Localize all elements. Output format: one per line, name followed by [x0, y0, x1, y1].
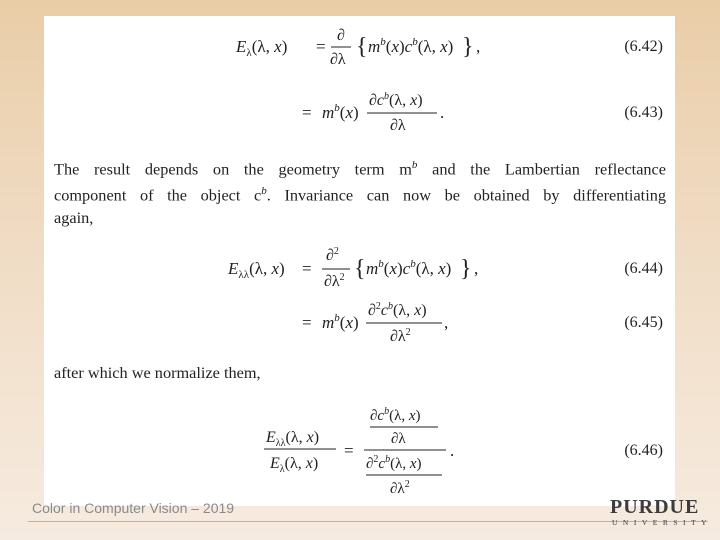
paragraph-result-depends — [54, 154, 666, 229]
paragraph-line — [54, 154, 666, 180]
equation-number: (6.45) — [624, 314, 663, 331]
equation-6-42 — [44, 16, 675, 76]
paragraph-line — [54, 180, 666, 206]
equation-6-43-formula — [44, 82, 675, 142]
svg-text:=: = — [302, 259, 312, 278]
svg-text:}: } — [462, 34, 474, 60]
svg-text:.: . — [440, 103, 445, 122]
svg-text:∂λ: ∂λ — [390, 117, 406, 134]
equation-6-46 — [44, 400, 675, 500]
equation-number: (6.44) — [624, 260, 663, 277]
svg-text:Eλ(λ, x): $E_\lambda(\lambda$, x) — [236, 37, 288, 59]
svg-text:mb(x)cb(λ, x): $m^b(x)c^b(\lambda$, x) — [368, 36, 454, 56]
svg-text:,: , — [474, 259, 479, 278]
paragraph-line: again, — [54, 207, 94, 227]
equation-6-44-formula — [44, 238, 675, 298]
text-run: The result depends on the geometry term m — [54, 159, 412, 179]
equation-6-42-formula — [44, 16, 675, 76]
svg-text:{: { — [356, 34, 368, 60]
superscript: b — [261, 185, 267, 198]
logo-subtitle: UNIVERSITY — [612, 518, 712, 527]
equation-number: (6.46) — [624, 442, 663, 459]
logo-wordmark: PURDUE — [610, 496, 700, 518]
svg-text:mb(x): $m^b(x)$ — [322, 312, 359, 332]
svg-text:∂2: ∂$^2$ — [326, 246, 339, 264]
paragraph-normalize — [54, 362, 666, 384]
svg-text:Eλλ(λ, x): $E_{\lambda\lambda}(\lambda$, x) — [228, 259, 285, 281]
svg-text:Eλλ(λ, x): $E_{\lambda\lambda}(\lambda$, x) — [266, 429, 320, 449]
svg-text:∂λ2: $\partial\lambda^2$ — [390, 479, 410, 497]
svg-text:Eλ(λ, x): $E_\lambda(\lambda$, x) — [270, 455, 319, 475]
svg-text:,: , — [476, 37, 481, 56]
svg-text:∂: ∂ — [337, 27, 345, 44]
equation-6-45-formula — [44, 292, 675, 352]
textbook-page — [44, 16, 675, 506]
equation-number: (6.42) — [624, 38, 663, 55]
purdue-logo — [610, 496, 712, 532]
svg-text:}: } — [460, 256, 472, 282]
superscript: b — [411, 159, 418, 171]
equation-number: (6.43) — [624, 104, 663, 121]
svg-text:{: { — [354, 256, 366, 282]
equation-6-45 — [44, 292, 675, 352]
svg-text:∂2cb(λ, x): $\partial^2c^b(\lambda$, x) — [366, 454, 422, 472]
course-title: Color in Computer Vision – 2019 — [32, 500, 235, 516]
equation-6-44 — [44, 238, 675, 298]
svg-text:mb(x): $m^b(x)$ — [322, 102, 359, 122]
svg-text:=: = — [302, 103, 312, 122]
svg-text:,: , — [444, 313, 449, 332]
footer-divider — [28, 521, 708, 522]
text-run: component of the object c — [54, 185, 262, 205]
equation-6-46-formula — [44, 400, 675, 500]
paragraph-line: after which we normalize them, — [54, 363, 261, 382]
svg-text:∂λ2: $\partial\lambda^2$ — [390, 327, 411, 345]
svg-text:∂cb(λ, x): $\partial c^b(\lambda$, x) — [370, 406, 421, 424]
text-run: and the Lambertian reflectance — [417, 159, 667, 179]
svg-text:∂cb(λ, x): $\partial c^b(\lambda$, x) — [369, 91, 423, 109]
svg-text:.: . — [450, 441, 455, 460]
svg-text:=: = — [344, 441, 354, 460]
svg-text:=: = — [316, 37, 326, 56]
svg-text:∂λ2: $\partial\lambda^2$ — [324, 272, 345, 290]
svg-text:mb(x)cb(λ, x): $m^b(x)c^b(\lambda$, x) — [366, 258, 452, 278]
svg-text:∂λ: ∂λ — [391, 431, 406, 447]
equation-6-43 — [44, 82, 675, 142]
svg-text:∂λ: ∂λ — [330, 51, 346, 68]
svg-text:∂2cb(λ, x): $\partial^2c^b(\lambda$, x) — [368, 301, 427, 319]
svg-text:=: = — [302, 313, 312, 332]
text-run: . Invariance can now be obtained by differentiating — [266, 185, 666, 205]
